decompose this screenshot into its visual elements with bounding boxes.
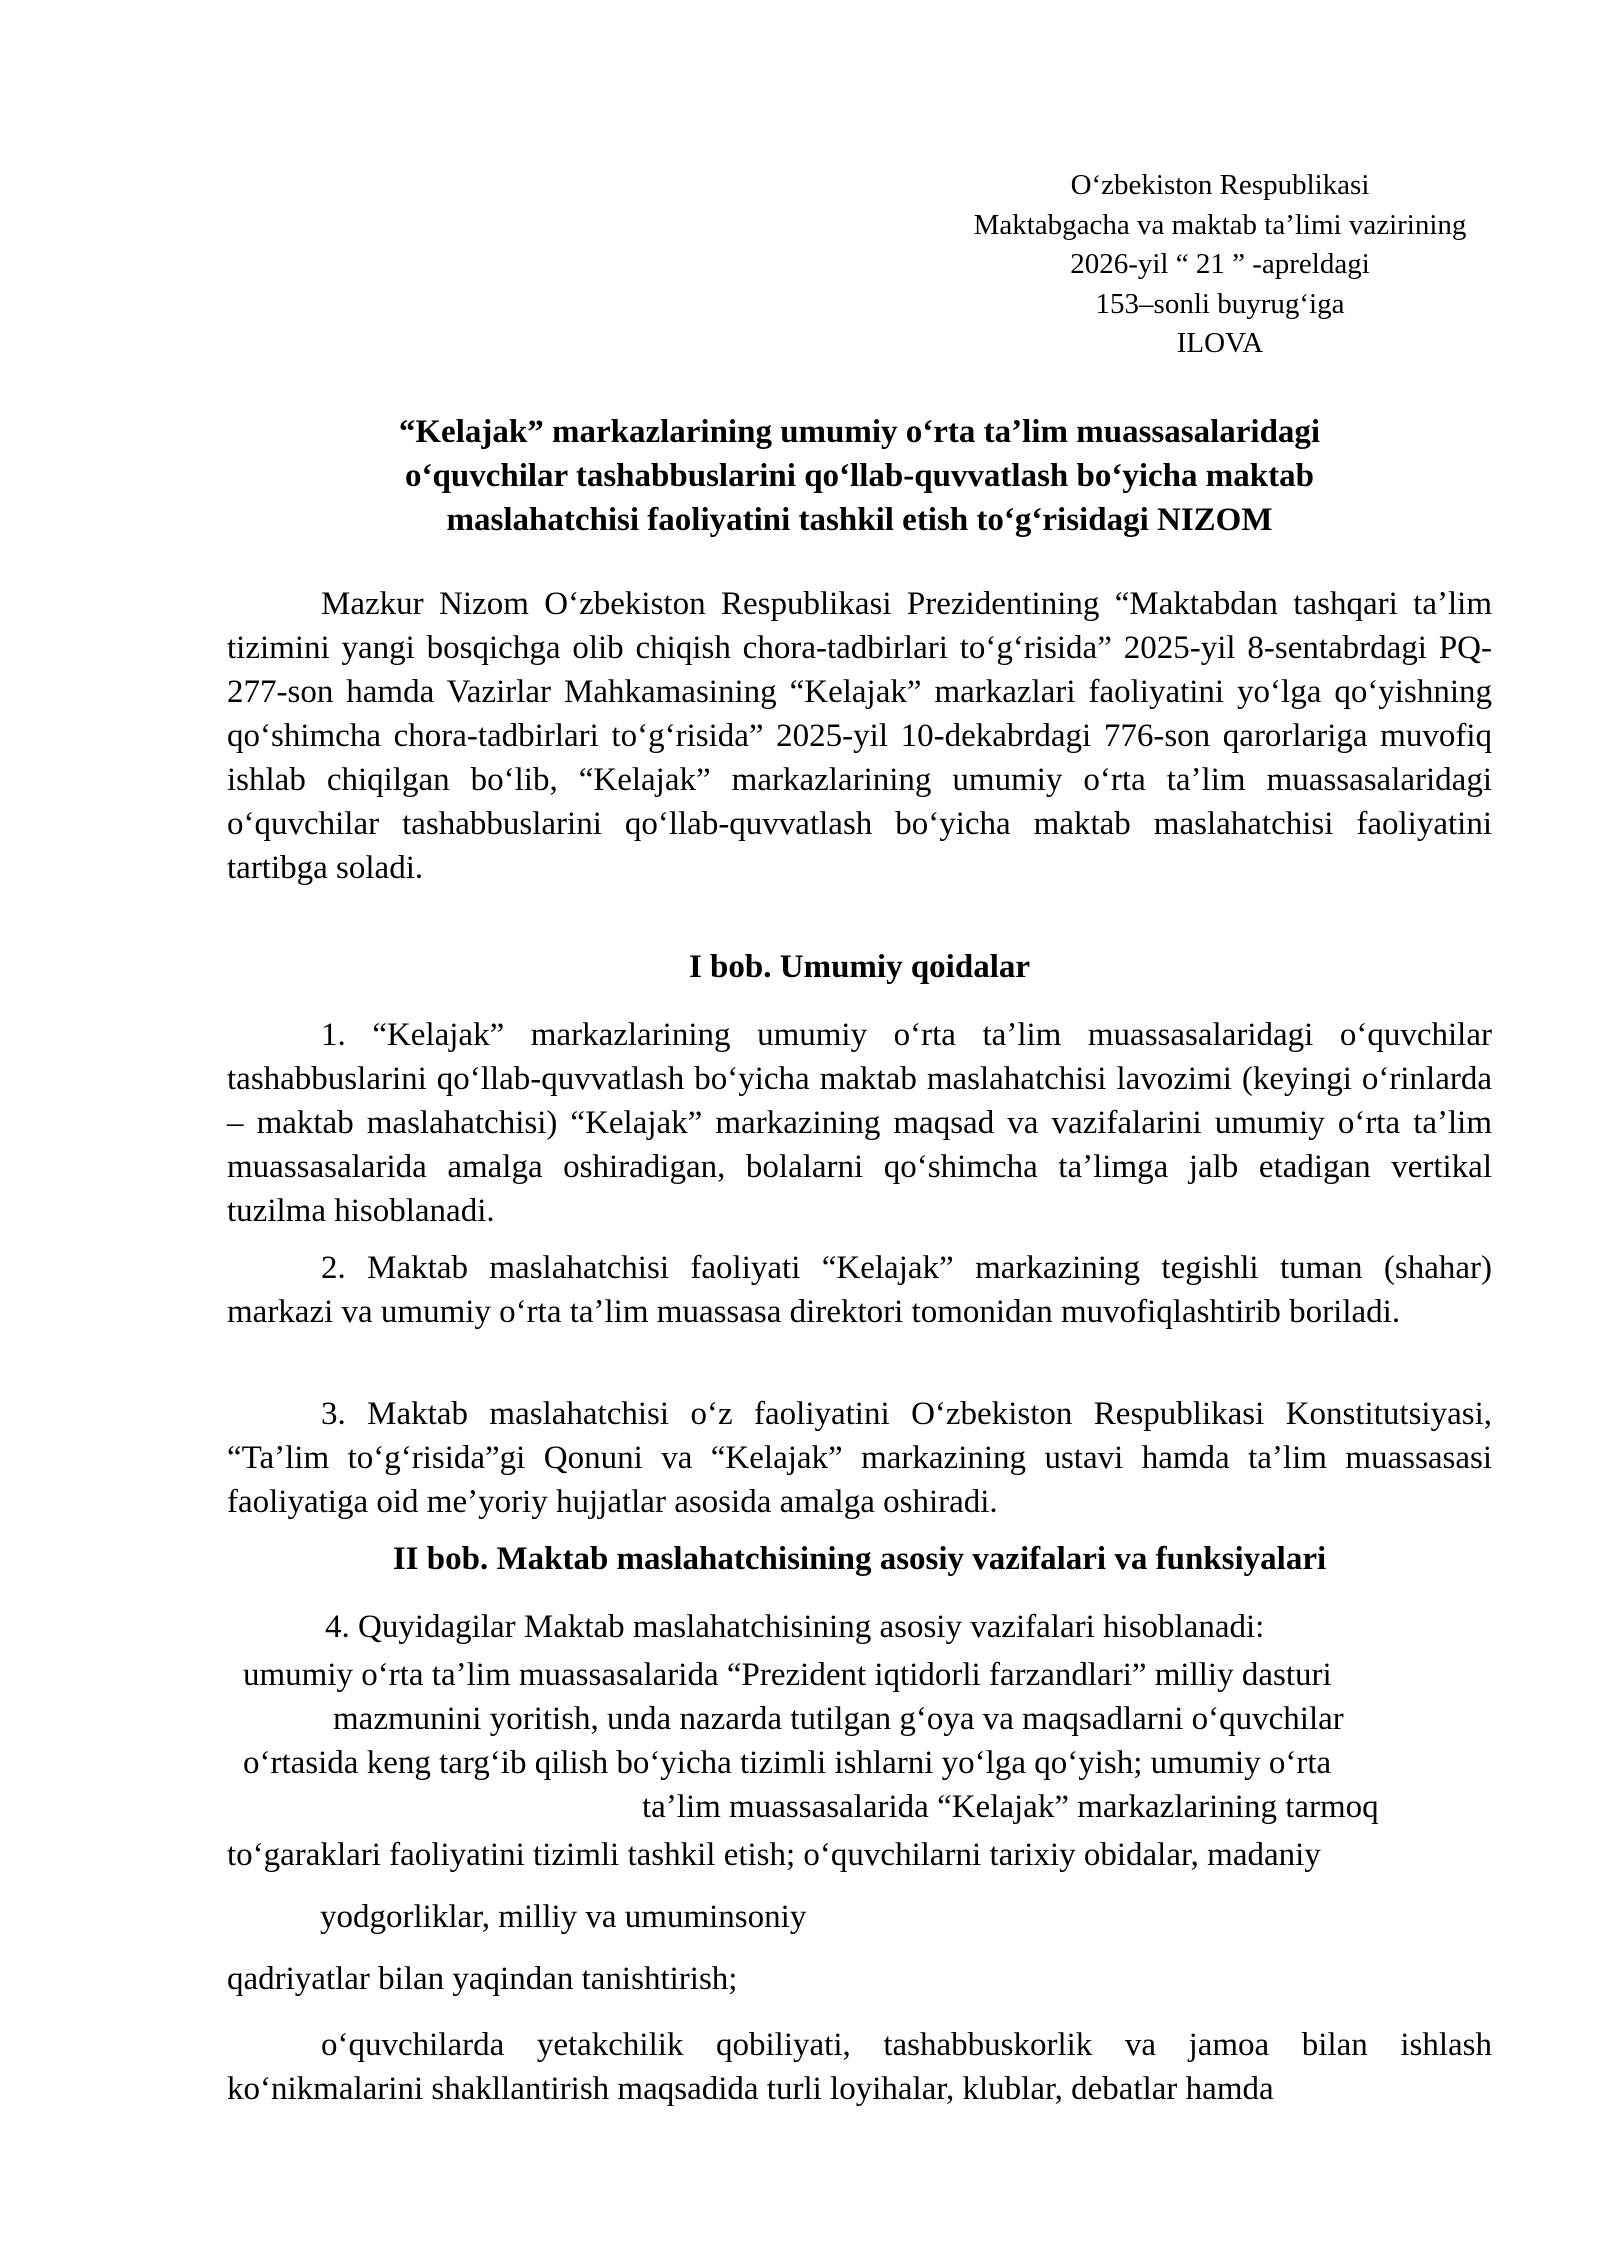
title-line-1: “Kelajak” markazlarining umumiy oʻrta taʼlim muassasalaridagi [398,414,1321,450]
annex-header [920,166,1520,364]
header-line-date: 2026-yil “ 21 ” -apreldagi [1070,248,1370,280]
header-line-ministry: Maktabgacha va maktab taʼlimi vazirining [973,208,1467,241]
list-line-4: taʼlim muassasalarida “Kelajak” markazlarining tarmoq [642,1789,1379,1825]
chapter-2-heading: II bob. Maktab maslahatchisining asosiy vazifalari va funksiyalari [392,1541,1327,1577]
header-line-republic: Oʻzbekiston Respublikasi [1070,169,1370,201]
last-paragraph: oʻquvchilarda yetakchilik qobiliyati, tashabbuskorlik va jamoa bilan ishlash koʻnikmalarini shakllantirish maqsadida turli loyihalar, klublar, debatlar hamda [227,2027,1492,2107]
header-line-order: 153–sonli buyrugʻiga [1095,287,1345,320]
list-line-2: mazmunini yoritish, unda nazarda tutilgan gʻoya va maqsadlarni oʻquvchilar [333,1701,1344,1737]
paragraph-2: 2. Maktab maslahatchisi faoliyati “Kelajak” markazining tegishli tuman (shahar) markazi va umumiy oʻrta taʼlim muassasa direktori tomonidan muvofiqlashtirib boriladi. [227,1250,1492,1330]
intro-paragraph: Mazkur Nizom Oʻzbekiston Respublikasi Prezidentining “Maktabdan tashqari taʼlim tizimini yangi bosqichga olib chiqish chora-tadbirlari toʻgʻrisida” 2025-yil 8-sentabrdagi PQ-277-son hamda Vazirlar Mahkamasining “Kelajak” markazlari faoliyatini yoʻlga qoʻyishning qoʻshimcha chora-tadbirlari toʻgʻrisida” 2025-yil 10-dekabrdagi 776-son qarorlariga muvofiq ishlab chiqilgan boʻlib, “Kelajak” markazlarining umumiy oʻrta taʼlim muassasalaridagi oʻquvchilar tashabbuslarini qoʻllab-quvvatlash boʻyicha maktab maslahatchisi faoliyatini tartibga soladi. [227,586,1492,886]
list-line-5: toʻgaraklari faoliyatini tizimli tashkil etish; oʻquvchilarni tarixiy obidalar, madaniy [227,1837,1321,1873]
paragraph-4: 4. Quyidagilar Maktab maslahatchisining asosiy vazifalari hisoblanadi: [325,1609,1265,1645]
document-title [227,410,1492,542]
title-line-3: maslahatchisi faoliyatini tashkil etish toʻgʻrisidagi NIZOM [446,502,1273,538]
header-line-annex: ILOVA [1176,327,1264,359]
chapter-1-heading: I bob. Umumiy qoidalar [688,949,1031,985]
list-line-3: oʻrtasida keng targʻib qilish boʻyicha tizimli ishlarni yoʻlga qoʻyish; umumiy oʻrta [243,1745,1332,1781]
list-line-6: yodgorliklar, milliy va umuminsoniy [320,1899,807,1935]
title-line-2: oʻquvchilar tashabbuslarini qoʻllab-quvvatlash boʻyicha maktab [405,458,1314,494]
paragraph-1: 1. “Kelajak” markazlarining umumiy oʻrta taʼlim muassasalaridagi oʻquvchilar tashabbuslarini qoʻllab-quvvatlash boʻyicha maktab maslahatchisi lavozimi (keyingi oʻrinlarda – maktab maslahatchisi) “Kelajak” markazining maqsad va vazifalarini umumiy oʻrta taʼlim muassasalarida amalga oshiradigan, bolalarni qoʻshimcha taʼlimga jalb etadigan vertikal tuzilma hisoblanadi. [227,1017,1492,1229]
list-line-1: umumiy oʻrta taʼlim muassasalarida “Prezident iqtidorli farzandlari” milliy dasturi [243,1657,1332,1693]
list-line-7: qadriyatlar bilan yaqindan tanishtirish; [227,1961,738,1997]
paragraph-3: 3. Maktab maslahatchisi oʻz faoliyatini Oʻzbekiston Respublikasi Konstitutsiyasi, “Taʼlim toʻgʻrisida”gi Qonuni va “Kelajak” markazining ustavi hamda taʼlim muassasasi faoliyatiga oid meʼyoriy hujjatlar asosida amalga oshiradi. [227,1396,1492,1520]
